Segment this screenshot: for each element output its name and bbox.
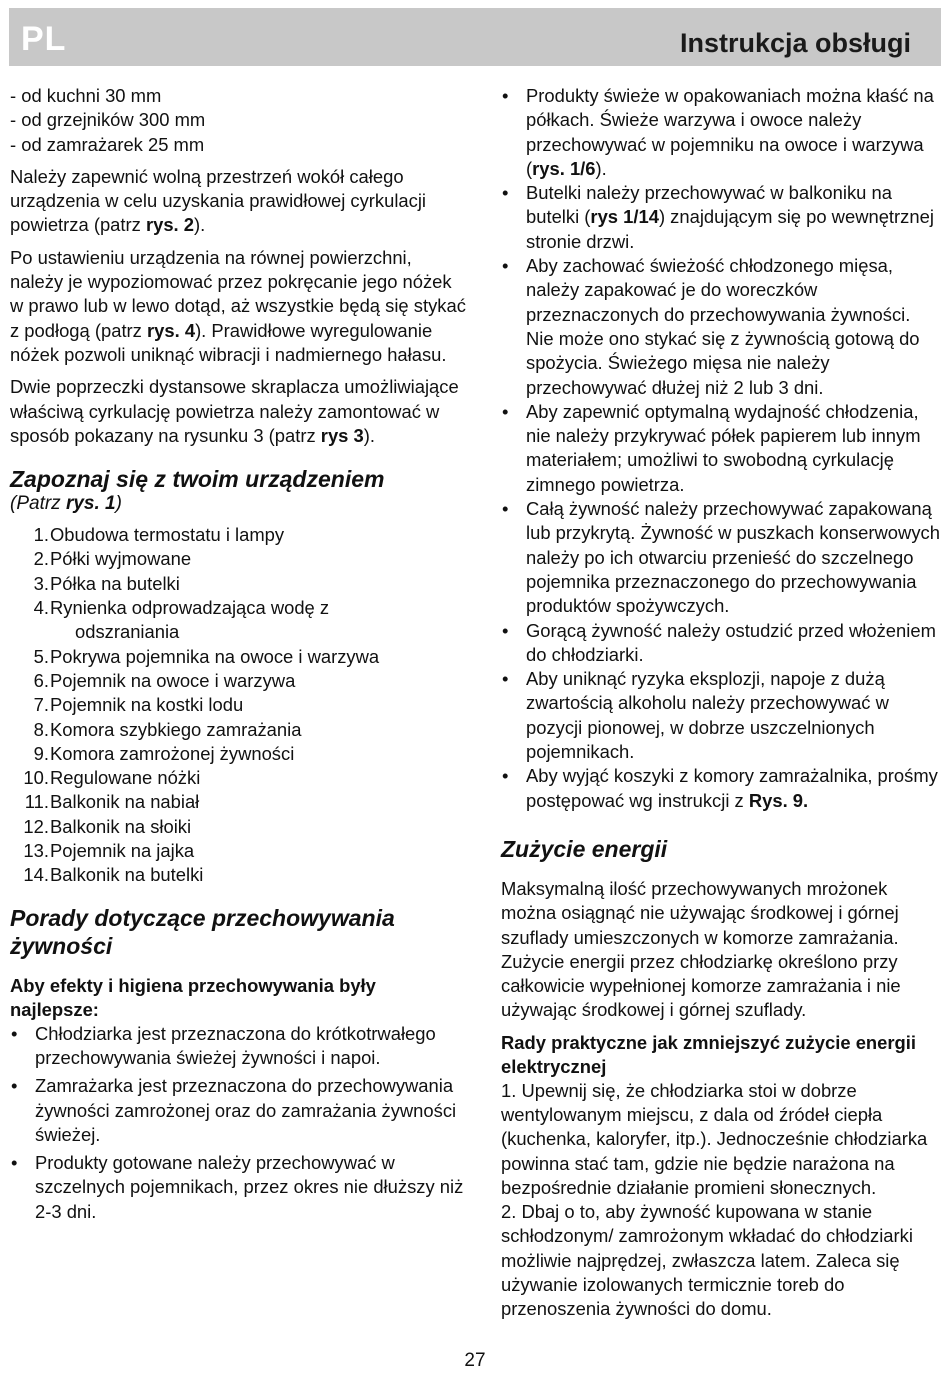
tips-heading: Rady praktyczne jak zmniejszyć zużycie energii elektrycznej — [501, 1031, 916, 1077]
paragraph-spacers: Dwie poprzeczki dystansowe skraplacza umożliwiające właściwą cyrkulację powietrza należy zamontować w sposób pokazany na rysunku 3 (patrz rys 3). — [10, 376, 459, 446]
list-item: 1. Obudowa termostatu i lampy — [33, 524, 285, 546]
bullet-icon: • — [502, 182, 509, 204]
list-item: 9. Komora zamrożonej żywności — [33, 742, 295, 764]
list-item: 6. Pojemnik na owoce i warzywa — [33, 669, 296, 691]
storage-subheading: Aby efekty i higiena przechowywania były najlepsze: — [10, 974, 376, 1020]
page-number: 27 — [464, 1350, 486, 1371]
bullet-item: • Aby zapewnić optymalną wydajność chłodzenia, nie należy przykrywać półek papierem lub innym materiałem; umożliwi to swobodną cyrkulację zimnego powietrza. — [502, 400, 921, 495]
clearance-kitchen: - od kuchni 30 mm — [10, 85, 162, 106]
clearance-heaters: - od grzejników 300 mm — [10, 109, 206, 131]
list-item: 11. Balkonik na nabiał — [24, 791, 200, 813]
page-header — [9, 8, 941, 66]
know-reference: (Patrz rys. 1) — [10, 493, 122, 515]
bullet-item: • Aby wyjąć koszyki z komory zamrażalnika, prośmy postępować wg instrukcji z Rys. 9. — [502, 765, 938, 811]
bullet-icon: • — [11, 1075, 18, 1097]
list-item: 10. Regulowane nóżki — [23, 767, 201, 789]
parts-list — [10, 523, 468, 887]
document-title: Instrukcja obsługi — [679, 28, 911, 58]
bullet-item: • Produkty świeże w opakowaniach można kłaść na półkach. Świeże warzywa i owoce należy przechowywać w pojemniku na owoce i warzywa (rys. 1/6). — [502, 85, 934, 179]
paragraph-energy: Maksymalną ilość przechowywanych mrożonek można osiągnąć nie używając środkowej i górnej szuflady umieszczonych w komorze zamrażania. Zużycie energii przez chłodziarkę określono przy całkowicie wypełnionej komorze zamrażania i nie używając środkowej i górnej szuflady. — [501, 877, 901, 1021]
language-code: PL — [21, 20, 67, 58]
heading-storage-tips: Porady dotyczące przechowywania żywności — [10, 904, 395, 959]
list-item: 4. Rynienka odprowadzająca wodę z odszraniania — [33, 597, 330, 643]
clearance-freezers: - od zamrażarek 25 mm — [10, 133, 205, 155]
list-item: 5. Pokrywa pojemnika na owoce i warzywa — [33, 645, 380, 667]
list-item: 14. Balkonik na butelki — [23, 864, 204, 886]
bullet-item: • Zamrażarka jest przeznaczona do przechowywania żywności zamrożonej oraz do zamrażania żywności świeżej. — [11, 1075, 457, 1145]
paragraph-air-circulation: Należy zapewnić wolną przestrzeń wokół całego urządzenia w celu uzyskania prawidłowej cyrkulacji powietrza (patrz rys. 2). — [10, 165, 427, 236]
tip-cold-transport: 2. Dbaj o to, aby żywność kupowana w stanie schłodzonym/ zamrożonym wkładać do chłodziarki możliwie najprędzej, zwłaszcza latem. Zaleca się używanie izolowanych termicznie toreb do przenoszenia żywności do domu. — [501, 1201, 913, 1320]
right-column — [501, 84, 941, 1322]
list-item: 12. Balkonik na słoiki — [23, 815, 192, 837]
list-item: 8. Komora szybkiego zamrażania — [33, 718, 302, 740]
list-item: 13. Pojemnik na jajka — [23, 840, 195, 862]
list-item: 2. Półki wyjmowane — [33, 548, 192, 570]
bullet-icon: • — [11, 1022, 18, 1044]
paragraph-leveling: Po ustawieniu urządzenia na równej powierzchni, należy je wypoziomować przez pokręcanie jego nóżek w prawo lub w lewo dotąd, aż wszystkie będą się stykać z podłogą (patrz rys. 4). Prawidłowe wyregulowanie nóżek pozwoli uniknąć wibracji i nadmiernego hałasu. — [10, 246, 466, 365]
bullet-icon: • — [502, 619, 509, 641]
heading-energy-consumption: Zużycie energii — [501, 835, 668, 862]
bullet-icon: • — [11, 1152, 18, 1174]
bullet-item: • Chłodziarka jest przeznaczona do krótkotrwałego przechowywania świeżej żywności i napoi. — [11, 1022, 436, 1068]
bullet-item: • Gorącą żywność należy ostudzić przed włożeniem do chłodziarki. — [502, 619, 936, 665]
bullet-item: • Całą żywność należy przechowywać zapakowaną lub przykrytą. Żywność w puszkach konserwowych należy po ich otwarciu przenieść do szczelnego pojemnika przeznaczonego do przechowywania produktów spożywczych. — [502, 498, 940, 617]
bullet-item: • Produkty gotowane należy przechowywać w szczelnych pojemnikach, przez okres nie dłuższy niż 2-3 dni. — [11, 1152, 464, 1222]
bullet-item: • Aby uniknąć ryzyka eksplozji, napoje z dużą zwartością alkoholu należy przechowywać w pozycji pionowej, w dobrze uszczelnionych pojemnikach. — [502, 668, 889, 763]
bullet-icon: • — [502, 765, 509, 787]
bullet-icon: • — [502, 85, 509, 106]
bullet-item: • Butelki należy przechowywać w balkoniku na butelki (rys 1/14) znajdującym się po wewnętrznej stronie drzwi. — [502, 182, 934, 252]
bullet-icon: • — [502, 255, 509, 277]
bullet-item: • Aby zachować świeżość chłodzonego mięsa, należy zapakować je do woreczków przeznaczonych do przechowywania żywności. Nie może ono stykać się z żywnością gotową do spożycia. Świeżego mięsa nie należy przechowywać dłużej niż 2 lub 3 dni. — [502, 255, 920, 398]
bullet-icon: • — [502, 400, 509, 422]
tip-ventilation: 1. Upewnij się, że chłodziarka stoi w dobrze wentylowanym miejscu, z dala od źródeł ciepła (kuchenka, kaloryfer, itp.). Jednocześnie chłodziarka powinna stać tam, gdzie nie będzie narażona na bezpośrednie działanie promieni słonecznych. — [501, 1079, 928, 1198]
heading-know-your-appliance: Zapoznaj się z twoim urządzeniem — [10, 466, 385, 493]
bullet-icon: • — [502, 498, 509, 520]
list-item: 3. Półka na butelki — [33, 572, 180, 594]
list-item: 7. Pojemnik na kostki lodu — [33, 694, 244, 716]
left-column — [10, 84, 468, 1224]
bullet-icon: • — [502, 668, 509, 690]
